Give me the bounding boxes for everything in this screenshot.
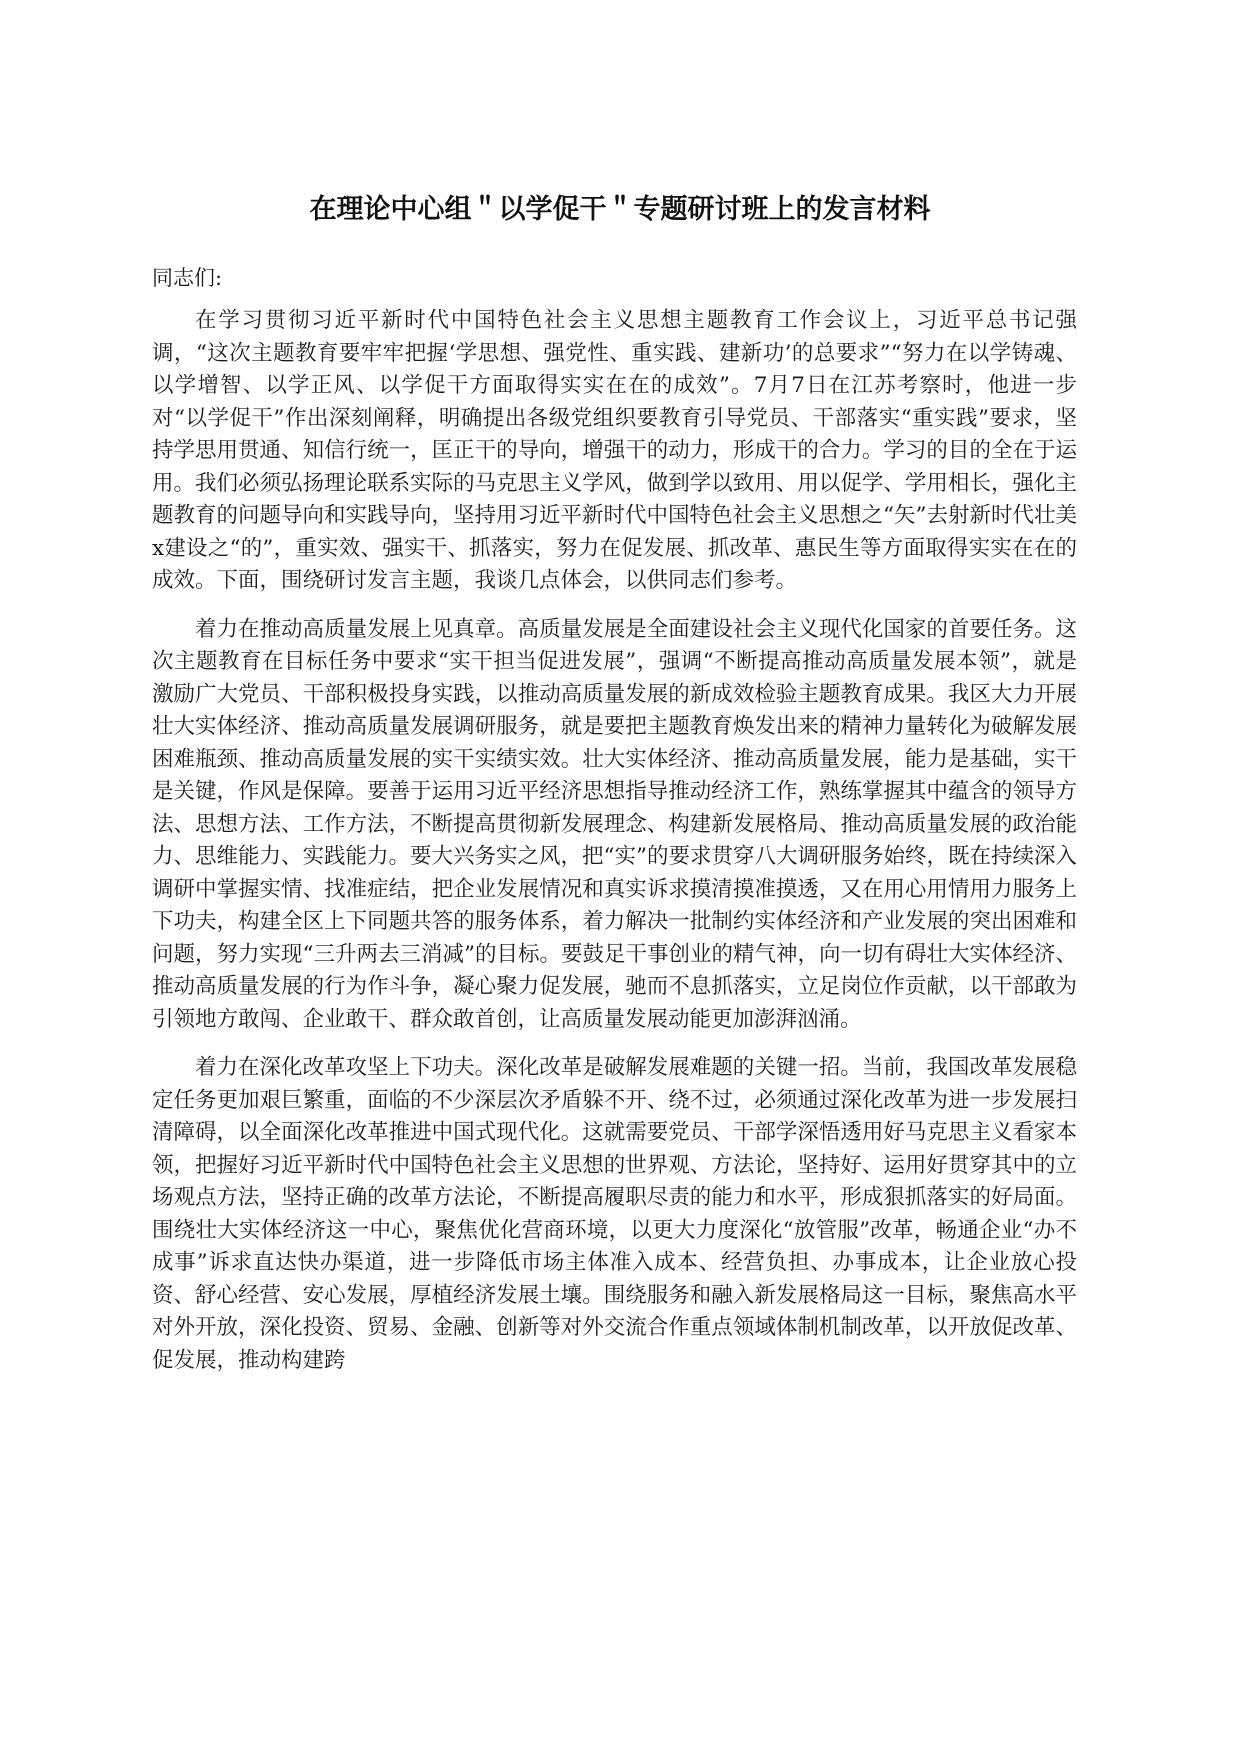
greeting: 同志们: <box>152 266 223 290</box>
paragraph: 在学习贯彻习近平新时代中国特色社会主义思想主题教育工作会议上，习近平总书记强调，“这次主题教育要牢牢把握‘学思想、强党性、重实践、建新功’的总要求”“努力在以学铸魂、以学增智、以学正风、以学促干方面取得实实在在的成效”。7月7日在江苏考察时，他进一步对“以学促干”作出深刻阐释，明确提出各级党组织要教育引导党员、干部落实“重实践”要求，坚持学思用贯通、知信行统一，匡正干的导向，增强干的动力，形成干的合力。学习的目的全在于运用。我们必须弘扬理论联系实际的马克思主义学风，做到学以致用、用以促学、学用相长，强化主题教育的问题导向和实践导向，坚持用习近平新时代中国特色社会主义思想之“矢”去射新时代壮美x建设之“的”，重实效、强实干、抓落实，努力在促发展、抓改革、惠民生等方面取得实实在在的成效。下面，围绕研讨发言主题，我谈几点体会，以供同志们参考。 <box>152 308 1077 593</box>
paragraph: 着力在深化改革攻坚上下功夫。深化改革是破解发展难题的关键一招。当前，我国改革发展稳定任务更加艰巨繁重，面临的不少深层次矛盾躲不开、绕不过，必须通过深化改革为进一步发展扫清障碍，以全面深化改革推进中国式现代化。这就需要党员、干部学深悟透用好马克思主义看家本领，把握好习近平新时代中国特色社会主义思想的世界观、方法论，坚持好、运用好贯穿其中的立场观点方法，坚持正确的改革方法论，不断提高履职尽责的能力和水平，形成狠抓落实的好局面。围绕壮大实体经济这一中心，聚焦优化营商环境，以更大力度深化“放管服”改革，畅通企业“办不成事”诉求直达快办渠道，进一步降低市场主体准入成本、经营负担、办事成本，让企业放心投资、舒心经营、安心发展，厚植经济发展土壤。围绕服务和融入新发展格局这一目标，聚焦高水平对外开放，深化投资、贸易、金融、创新等对外交流合作重点领域体制机制改革，以开放促改革、促发展，推动构建跨 <box>152 1055 1077 1373</box>
document-body <box>152 305 1077 1393</box>
document-title: 在理论中心组＂以学促干＂专题研讨班上的发言材料 <box>309 194 931 225</box>
paragraph: 着力在推动高质量发展上见真章。高质量发展是全面建设社会主义现代化国家的首要任务。这次主题教育在目标任务中要求“实干担当促进发展”，强调“不断提高推动高质量发展本领”，就是激励广大党员、干部积极投身实践，以推动高质量发展的新成效检验主题教育成果。我区大力开展壮大实体经济、推动高质量发展调研服务，就是要把主题教育焕发出来的精神力量转化为破解发展困难瓶颈、推动高质量发展的实干实绩实效。壮大实体经济、推动高质量发展，能力是基础，实干是关键，作风是保障。要善于运用习近平经济思想指导推动经济工作，熟练掌握其中蕴含的领导方法、思想方法、工作方法，不断提高贯彻新发展理念、构建新发展格局、推动高质量发展的政治能力、思维能力、实践能力。要大兴务实之风，把“实”的要求贯穿八大调研服务始终，既在持续深入调研中掌握实情、找准症结，把企业发展情况和真实诉求摸清摸准摸透，又在用心用情用力服务上下功夫，构建全区上下同题共答的服务体系，着力解决一批制约实体经济和产业发展的突出困难和问题，努力实现“三升两去三消减”的目标。要鼓足干事创业的精气神，向一切有碍壮大实体经济、推动高质量发展的行为作斗争，凝心聚力促发展，驰而不息抓落实，立足岗位作贡献，以干部敢为引领地方敢闯、企业敢干、群众敢首创，让高质量发展动能更加澎湃汹涌。 <box>152 616 1077 1032</box>
